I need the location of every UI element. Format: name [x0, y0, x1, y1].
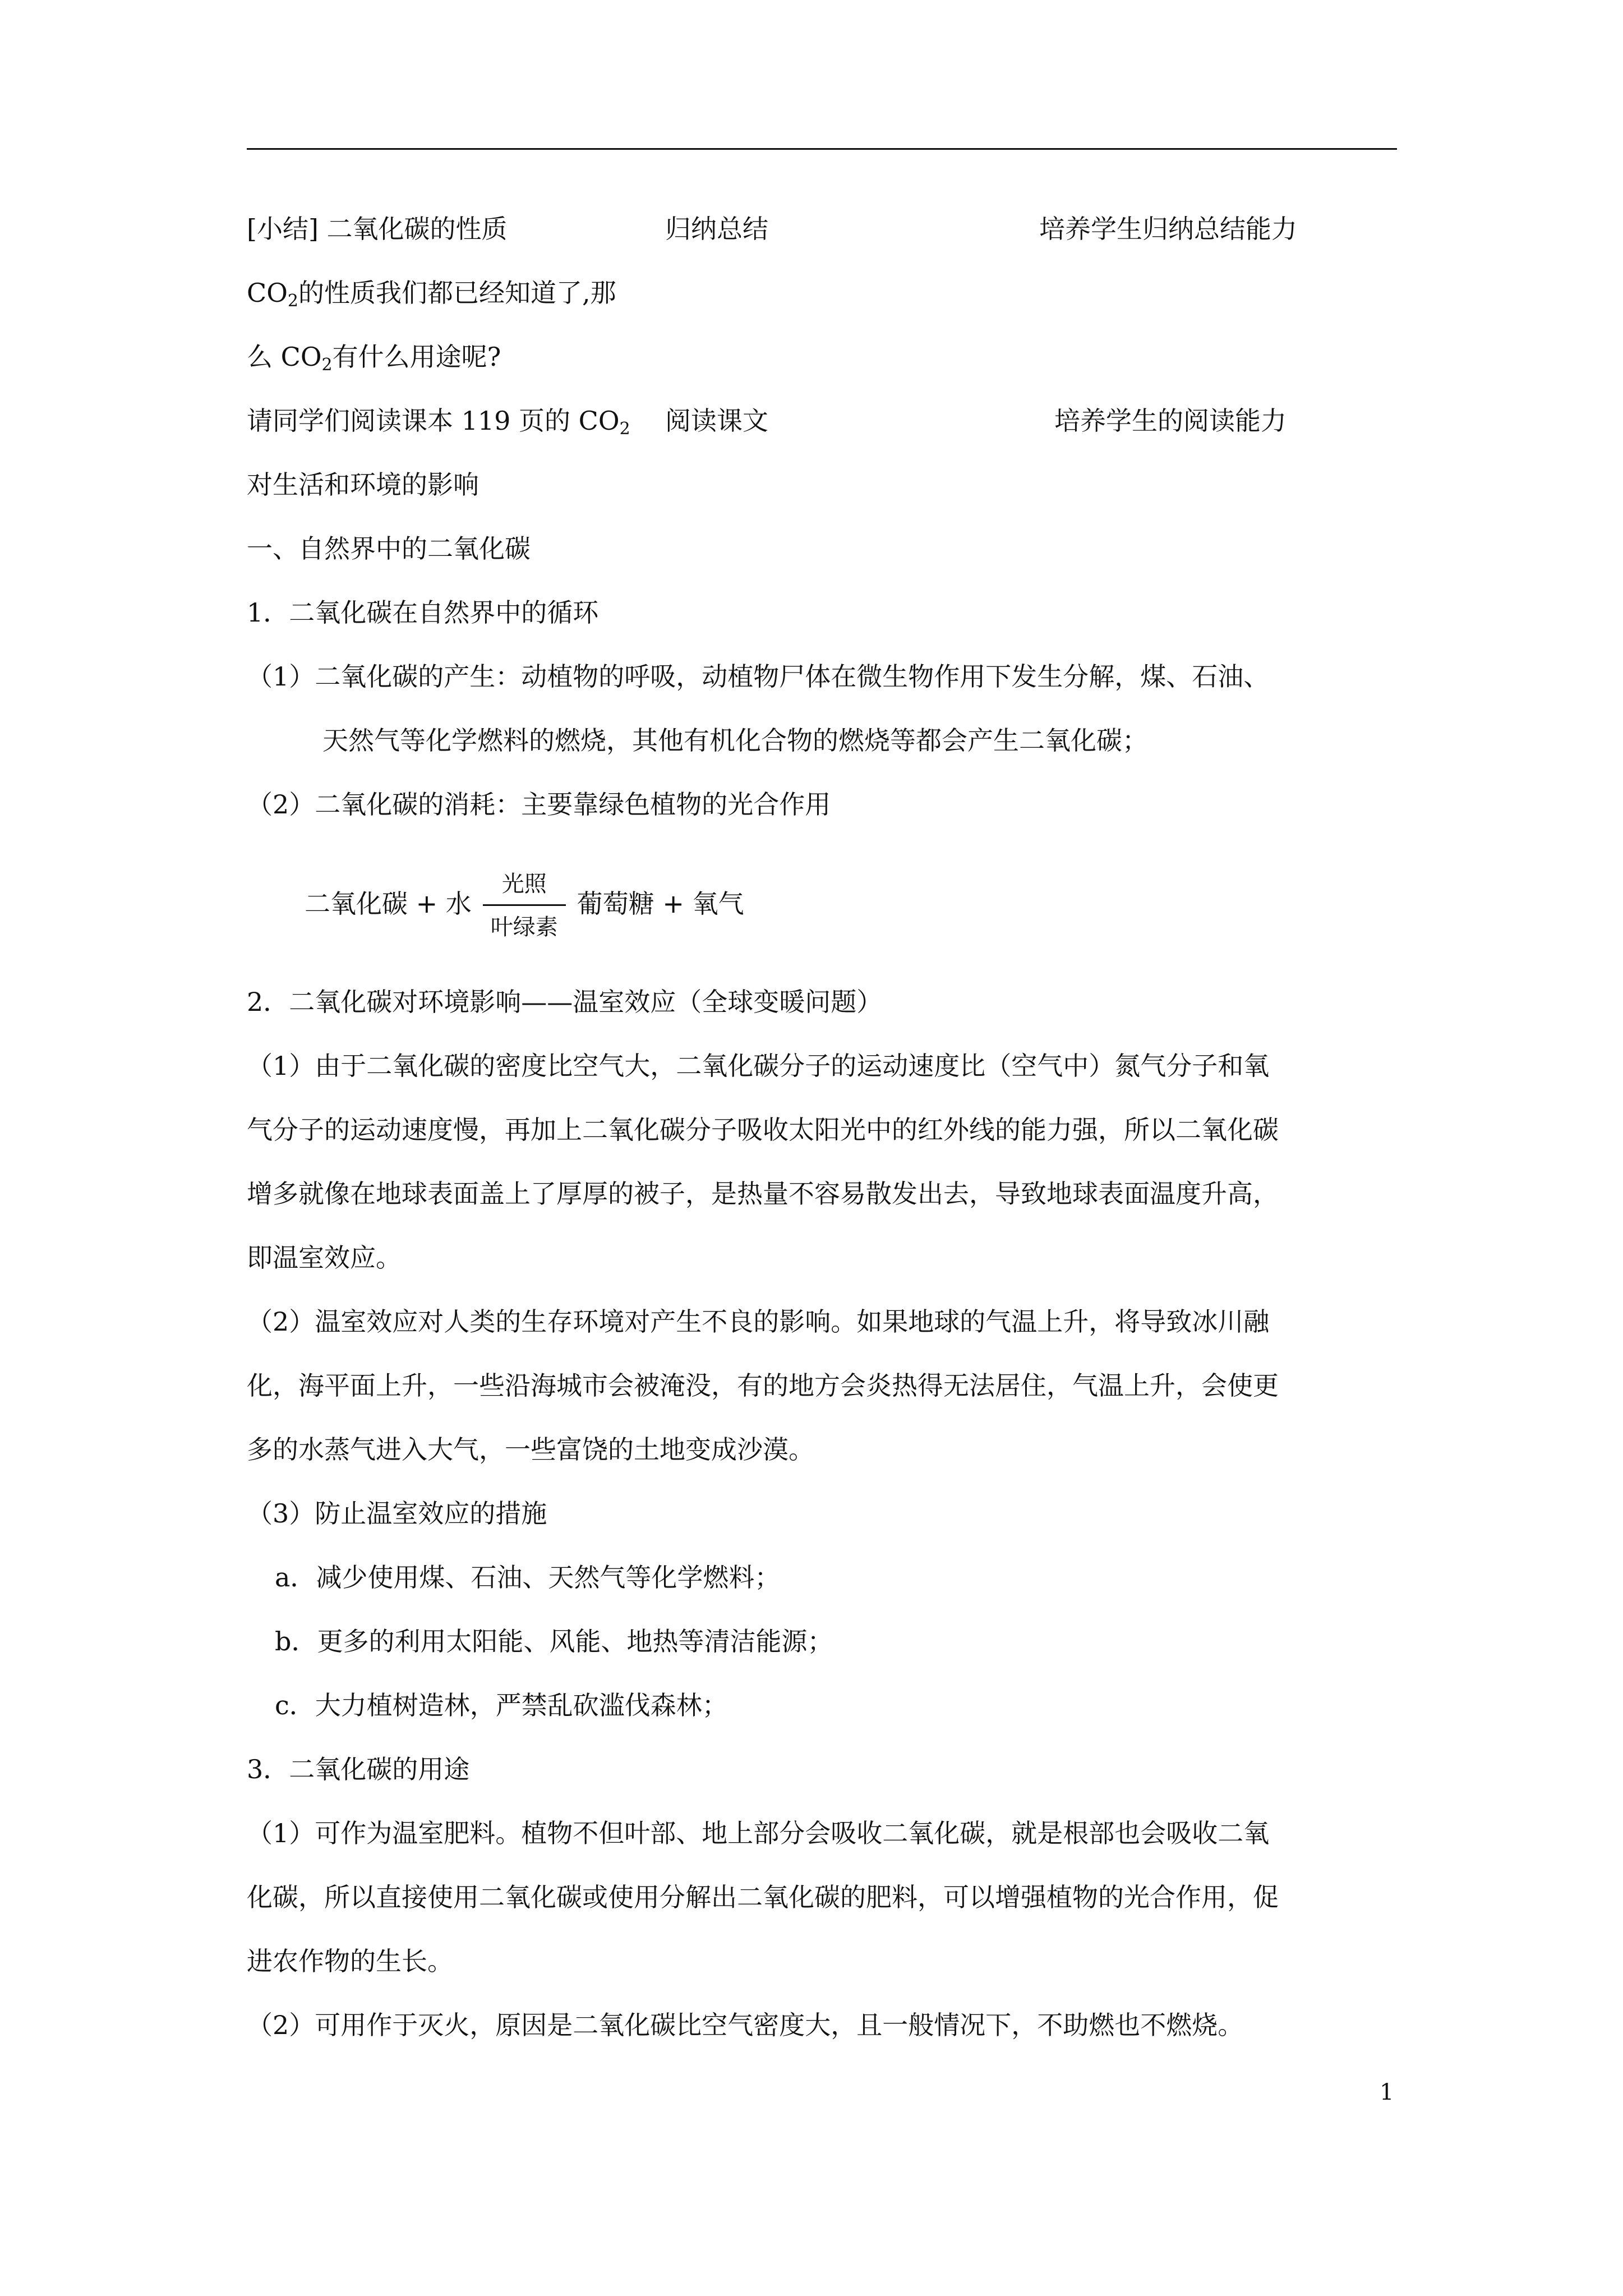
- greenhouse-impact-line-1: （2）温室效应对人类的生存环境对产生不良的影响。如果地球的气温上升，将导致冰川融: [247, 1306, 1270, 1337]
- greenhouse-measures-heading: （3）防止温室效应的措施: [247, 1498, 547, 1529]
- section-heading: 一、自然界中的二氧化碳: [247, 533, 531, 564]
- read-purpose: 培养学生的阅读能力: [1054, 406, 1287, 436]
- greenhouse-cause-line-4: 即温室效应。: [247, 1243, 402, 1273]
- summary-student: 归纳总结: [665, 214, 768, 244]
- equation-reactants: 二氧化碳 + 水: [305, 889, 472, 919]
- use-fertilizer-line-2: 化碳，所以直接使用二氧化碳或使用分解出二氧化碳的肥料，可以增强植物的光合作用，促: [247, 1882, 1279, 1912]
- summary-purpose: 培养学生归纳总结能力: [1039, 214, 1297, 244]
- greenhouse-cause-line-1: （1）由于二氧化碳的密度比空气大，二氧化碳分子的运动速度比（空气中）氮气分子和氧: [247, 1051, 1270, 1081]
- summary-teacher: [小结] 二氧化碳的性质: [247, 214, 508, 244]
- use-fertilizer-line-3: 进农作物的生长。: [247, 1946, 453, 1976]
- read-teacher-cont: 对生活和环境的影响: [247, 470, 479, 500]
- cycle-consumption: （2）二氧化碳的消耗：主要靠绿色植物的光合作用: [247, 789, 831, 820]
- question-line-1: $CO_2$的性质我们都已经知道了,那: [247, 278, 616, 311]
- subheading-cycle: 1．二氧化碳在自然界中的循环: [247, 597, 599, 628]
- page-number: 1: [1380, 2079, 1394, 2105]
- photosynthesis-equation: [305, 867, 744, 944]
- measure-b: b．更多的利用太阳能、风能、地热等清洁能源；: [275, 1626, 833, 1657]
- cycle-production-line-2: 天然气等化学燃料的燃烧，其他有机化合物的燃烧等都会产生二氧化碳；: [322, 725, 1148, 756]
- measure-a: a．减少使用煤、石油、天然气等化学燃料；: [275, 1562, 781, 1593]
- greenhouse-impact-line-3: 多的水蒸气进入大气，一些富饶的土地变成沙漠。: [247, 1434, 814, 1465]
- header-rule: [247, 148, 1397, 150]
- greenhouse-cause-line-2: 气分子的运动速度慢，再加上二氧化碳分子吸收太阳光中的红外线的能力强，所以二氧化碳: [247, 1115, 1279, 1145]
- greenhouse-cause-line-3: 增多就像在地球表面盖上了厚厚的被子，是热量不容易散发出去，导致地球表面温度升高，: [247, 1179, 1279, 1209]
- reaction-condition: [483, 867, 566, 944]
- equation-products: 葡萄糖 + 氧气: [577, 889, 744, 919]
- use-fertilizer-line-1: （1）可作为温室肥料。植物不但叶部、地上部分会吸收二氧化碳，就是根部也会吸收二氧: [247, 1818, 1270, 1848]
- measure-c: c．大力植树造林，严禁乱砍滥伐森林；: [275, 1690, 728, 1720]
- subheading-uses: 3．二氧化碳的用途: [247, 1754, 470, 1784]
- condition-chlorophyll: 叶绿素: [490, 914, 558, 940]
- subheading-greenhouse: 2．二氧化碳对环境影响——温室效应（全球变暖问题）: [247, 987, 883, 1017]
- read-teacher: 请同学们阅读课本 119 页的 $CO_2$: [247, 406, 630, 439]
- greenhouse-impact-line-2: 化，海平面上升，一些沿海城市会被淹没，有的地方会炎热得无法居住，气温上升，会使更: [247, 1370, 1279, 1401]
- condition-light: 光照: [483, 867, 566, 906]
- cycle-production-line-1: （1）二氧化碳的产生：动植物的呼吸，动植物尸体在微生物作用下发生分解，煤、石油、: [247, 661, 1270, 692]
- read-student: 阅读课文: [665, 406, 768, 436]
- use-fire-extinguishing: （2）可用作于灭火，原因是二氧化碳比空气密度大，且一般情况下，不助燃也不燃烧。: [247, 2010, 1244, 2040]
- question-line-2: 么 $CO_2$有什么用途呢?: [247, 342, 501, 375]
